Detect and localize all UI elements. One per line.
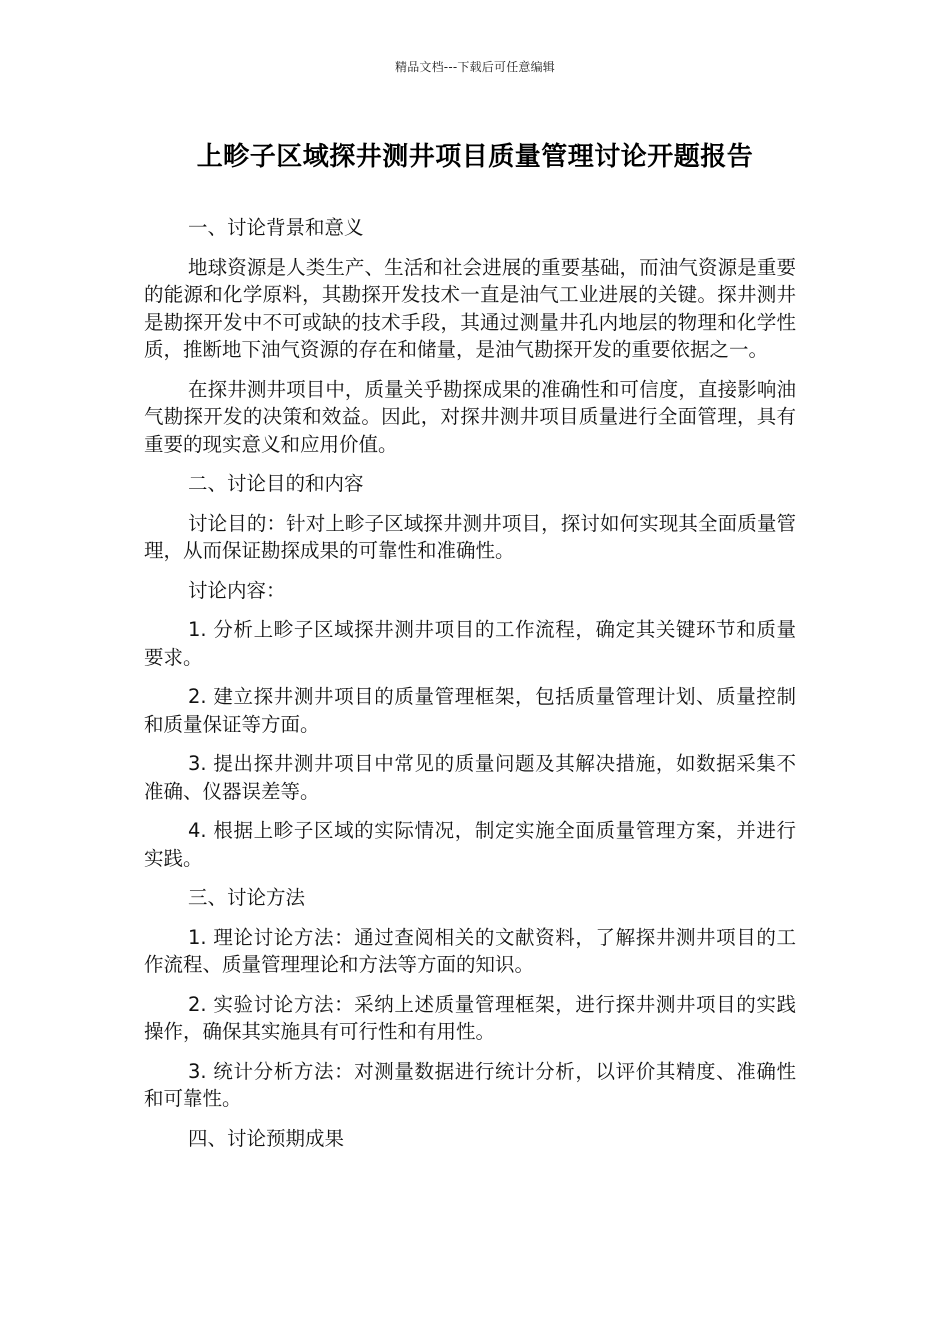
document-body — [144, 214, 796, 1164]
content-item-1: 1. 分析上畛子区域探井测井项目的工作流程，确定其关键环节和质量要求。 — [144, 618, 796, 669]
method-item-1: 1. 理论讨论方法：通过查阅相关的文献资料，了解探井测井项目的工作流程、质量管理理论和方法等方面的知识。 — [144, 925, 796, 976]
content-item-4: 4. 根据上畛子区域的实际情况，制定实施全面质量管理方案，并进行实践。 — [144, 819, 796, 870]
content-item-2: 2. 建立探井测井项目的质量管理框架，包括质量管理计划、质量控制和质量保证等方面。 — [144, 685, 796, 736]
header-note: 精品文档---下载后可任意编辑 — [395, 60, 555, 74]
section-heading-methods: 三、讨论方法 — [188, 886, 306, 909]
method-item-3: 3. 统计分析方法：对测量数据进行统计分析，以评价其精度、准确性和可靠性。 — [144, 1059, 796, 1110]
section-heading-purpose: 二、讨论目的和内容 — [188, 472, 364, 495]
paragraph-purpose: 讨论目的：针对上畛子区域探井测井项目，探讨如何实现其全面质量管理，从而保证勘探成果的可靠性和准确性。 — [144, 511, 796, 562]
document-title: 上畛子区域探井测井项目质量管理讨论开题报告 — [196, 142, 754, 172]
paragraph-background-2: 在探井测井项目中，质量关乎勘探成果的准确性和可信度，直接影响油气勘探开发的决策和效益。因此，对探井测井项目质量进行全面管理，具有重要的现实意义和应用价值。 — [144, 377, 796, 456]
method-item-2: 2. 实验讨论方法：采纳上述质量管理框架，进行探井测井项目的实践操作，确保其实施具有可行性和有用性。 — [144, 992, 796, 1043]
content-item-3: 3. 提出探井测井项目中常见的质量问题及其解决措施，如数据采集不准确、仪器误差等。 — [144, 752, 796, 803]
section-heading-outcomes: 四、讨论预期成果 — [188, 1126, 345, 1150]
content-label: 讨论内容： — [188, 578, 286, 602]
section-heading-background: 一、讨论背景和意义 — [188, 216, 364, 239]
paragraph-background-1: 地球资源是人类生产、生活和社会进展的重要基础，而油气资源是重要的能源和化学原料，其勘探开发技术一直是油气工业进展的关键。探井测井是勘探开发中不可或缺的技术手段，其通过测量井孔内地层的物理和化学性质，推断地下油气资源的存在和储量，是油气勘探开发的重要依据之一。 — [144, 255, 796, 361]
